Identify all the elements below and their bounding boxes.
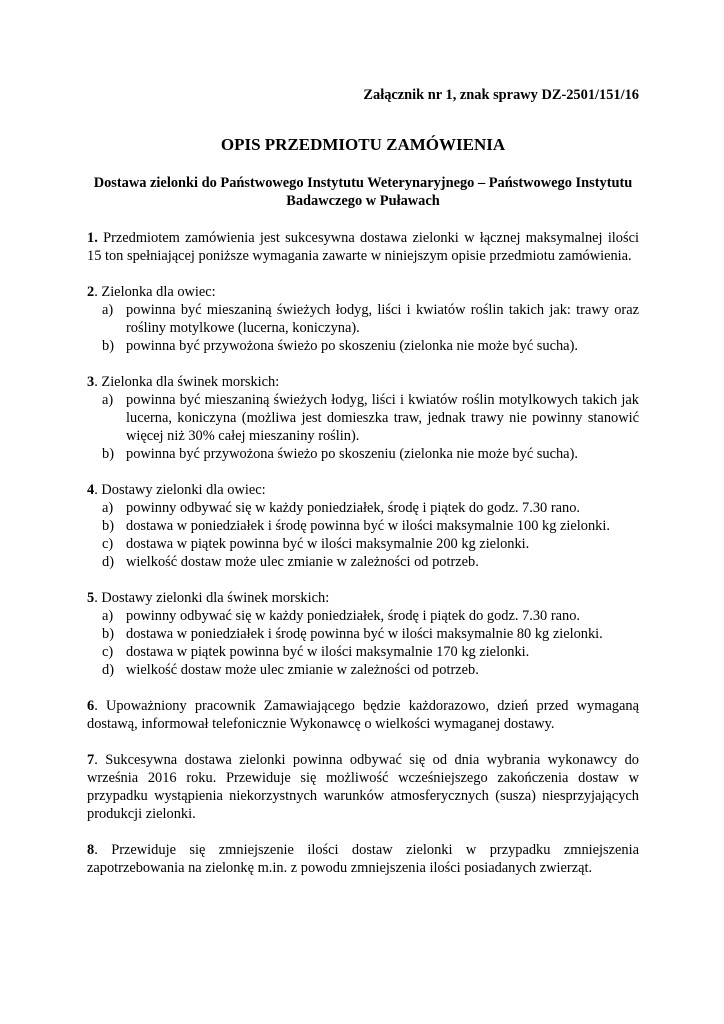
section-8: [87, 841, 639, 877]
item-text: dostawa w poniedziałek i środę powinna być w ilości maksymalnie 100 kg zielonki.: [126, 518, 610, 534]
item-label: b): [102, 626, 114, 642]
item-label: a): [102, 392, 114, 408]
section-body: . Dostawy zielonki dla owiec:: [94, 482, 266, 498]
list-item: [87, 391, 639, 445]
item-text: dostawa w piątek powinna być w ilości maksymalnie 170 kg zielonki.: [126, 644, 530, 660]
item-label: d): [102, 554, 114, 570]
item-label: d): [102, 662, 114, 678]
list-item: [87, 337, 639, 355]
document-subtitle: Dostawa zielonki do Państwowego Instytutu Weterynaryjnego – Państwowego Instytutu Badawczego w Puławach: [93, 175, 633, 209]
list-item: [87, 661, 639, 679]
item-label: a): [102, 302, 114, 318]
section-number: 6: [87, 698, 95, 714]
section-4-list: [87, 499, 639, 571]
list-item: [87, 499, 639, 517]
item-label: a): [102, 500, 114, 516]
section-5-heading: [87, 589, 639, 607]
document-page: [87, 86, 639, 877]
list-item: [87, 607, 639, 625]
section-6: [87, 697, 639, 733]
item-label: b): [102, 518, 114, 534]
section-number: 5: [87, 590, 95, 606]
section-5-list: [87, 607, 639, 679]
annex-reference: Załącznik nr 1, znak sprawy DZ-2501/151/16: [363, 87, 639, 103]
section-body: . Zielonka dla świnek morskich:: [94, 374, 280, 390]
section-number: 4: [87, 482, 95, 498]
section-1: [87, 229, 639, 265]
item-label: a): [102, 608, 114, 624]
section-4-heading: [87, 481, 639, 499]
document-title: OPIS PRZEDMIOTU ZAMÓWIENIA: [220, 135, 506, 154]
section-body: Przedmiotem zamówienia jest sukcesywna dostawa zielonki w łącznej maksymalnej ilości 15 ton spełniającej poniższe wymagania zawarte w niniejszym opisie przedmiotu zamówienia.: [87, 230, 639, 264]
item-text: powinna być przywożona świeżo po skoszeniu (zielonka nie może być sucha).: [126, 446, 578, 462]
item-label: b): [102, 338, 114, 354]
item-text: powinna być mieszaniną świeżych łodyg, liści i kwiatów roślin motylkowych takich jak lucerna, koniczyna (możliwa jest domieszka traw, jednak trawy nie powinny stanowić więcej niż 30% całej mieszaniny roślin).: [126, 392, 639, 444]
list-item: [87, 625, 639, 643]
item-label: c): [102, 644, 114, 660]
item-text: powinny odbywać się w każdy poniedziałek, środę i piątek do godz. 7.30 rano.: [126, 500, 580, 516]
section-body: . Zielonka dla owiec:: [94, 284, 216, 300]
section-2-list: [87, 301, 639, 355]
section-2-heading: [87, 283, 639, 301]
section-body: . Dostawy zielonki dla świnek morskich:: [94, 590, 330, 606]
list-item: [87, 517, 639, 535]
item-text: wielkość dostaw może ulec zmianie w zależności od potrzeb.: [126, 662, 479, 678]
list-item: [87, 643, 639, 661]
section-number: 7: [87, 752, 95, 768]
list-item: [87, 535, 639, 553]
item-text: powinny odbywać się w każdy poniedziałek, środę i piątek do godz. 7.30 rano.: [126, 608, 580, 624]
section-number: 1.: [87, 230, 98, 246]
item-text: powinna być mieszaniną świeżych łodyg, liści i kwiatów roślin takich jak: trawy oraz rośliny motylkowe (lucerna, koniczyna).: [126, 302, 639, 336]
section-body: . Sukcesywna dostawa zielonki powinna odbywać się od dnia wybrania wykonawcy do września 2016 roku. Przewiduje się możliwość wcześniejszego zakończenia dostaw w przypadku wystąpienia niekorzystnych warunków atmosferycznych (susza) niesprzyjających produkcji zielonki.: [87, 752, 639, 822]
item-text: dostawa w poniedziałek i środę powinna być w ilości maksymalnie 80 kg zielonki.: [126, 626, 603, 642]
list-item: [87, 553, 639, 571]
section-8-text: [87, 841, 639, 877]
section-number: 8: [87, 842, 95, 858]
section-1-text: [87, 229, 639, 265]
item-text: powinna być przywożona świeżo po skoszeniu (zielonka nie może być sucha).: [126, 338, 578, 354]
list-item: [87, 445, 639, 463]
list-item: [87, 301, 639, 337]
section-5: [87, 589, 639, 679]
section-4: [87, 481, 639, 571]
item-label: c): [102, 536, 114, 552]
section-3-list: [87, 391, 639, 463]
section-body: . Przewiduje się zmniejszenie ilości dostaw zielonki w przypadku zmniejszenia zapotrzebowania na zielonkę m.in. z powodu zmniejszenia ilości posiadanych zwierząt.: [87, 842, 639, 876]
item-label: b): [102, 446, 114, 462]
section-body: . Upoważniony pracownik Zamawiającego będzie każdorazowo, dzień przed wymaganą dostawą, informował telefonicznie Wykonawcę o wielkości wymaganej dostawy.: [87, 698, 639, 732]
section-number: 3: [87, 374, 95, 390]
item-text: wielkość dostaw może ulec zmianie w zależności od potrzeb.: [126, 554, 479, 570]
section-3-heading: [87, 373, 639, 391]
section-2: [87, 283, 639, 355]
section-7-text: [87, 751, 639, 823]
section-3: [87, 373, 639, 463]
section-number: 2: [87, 284, 95, 300]
section-7: [87, 751, 639, 823]
section-6-text: [87, 697, 639, 733]
item-text: dostawa w piątek powinna być w ilości maksymalnie 200 kg zielonki.: [126, 536, 530, 552]
